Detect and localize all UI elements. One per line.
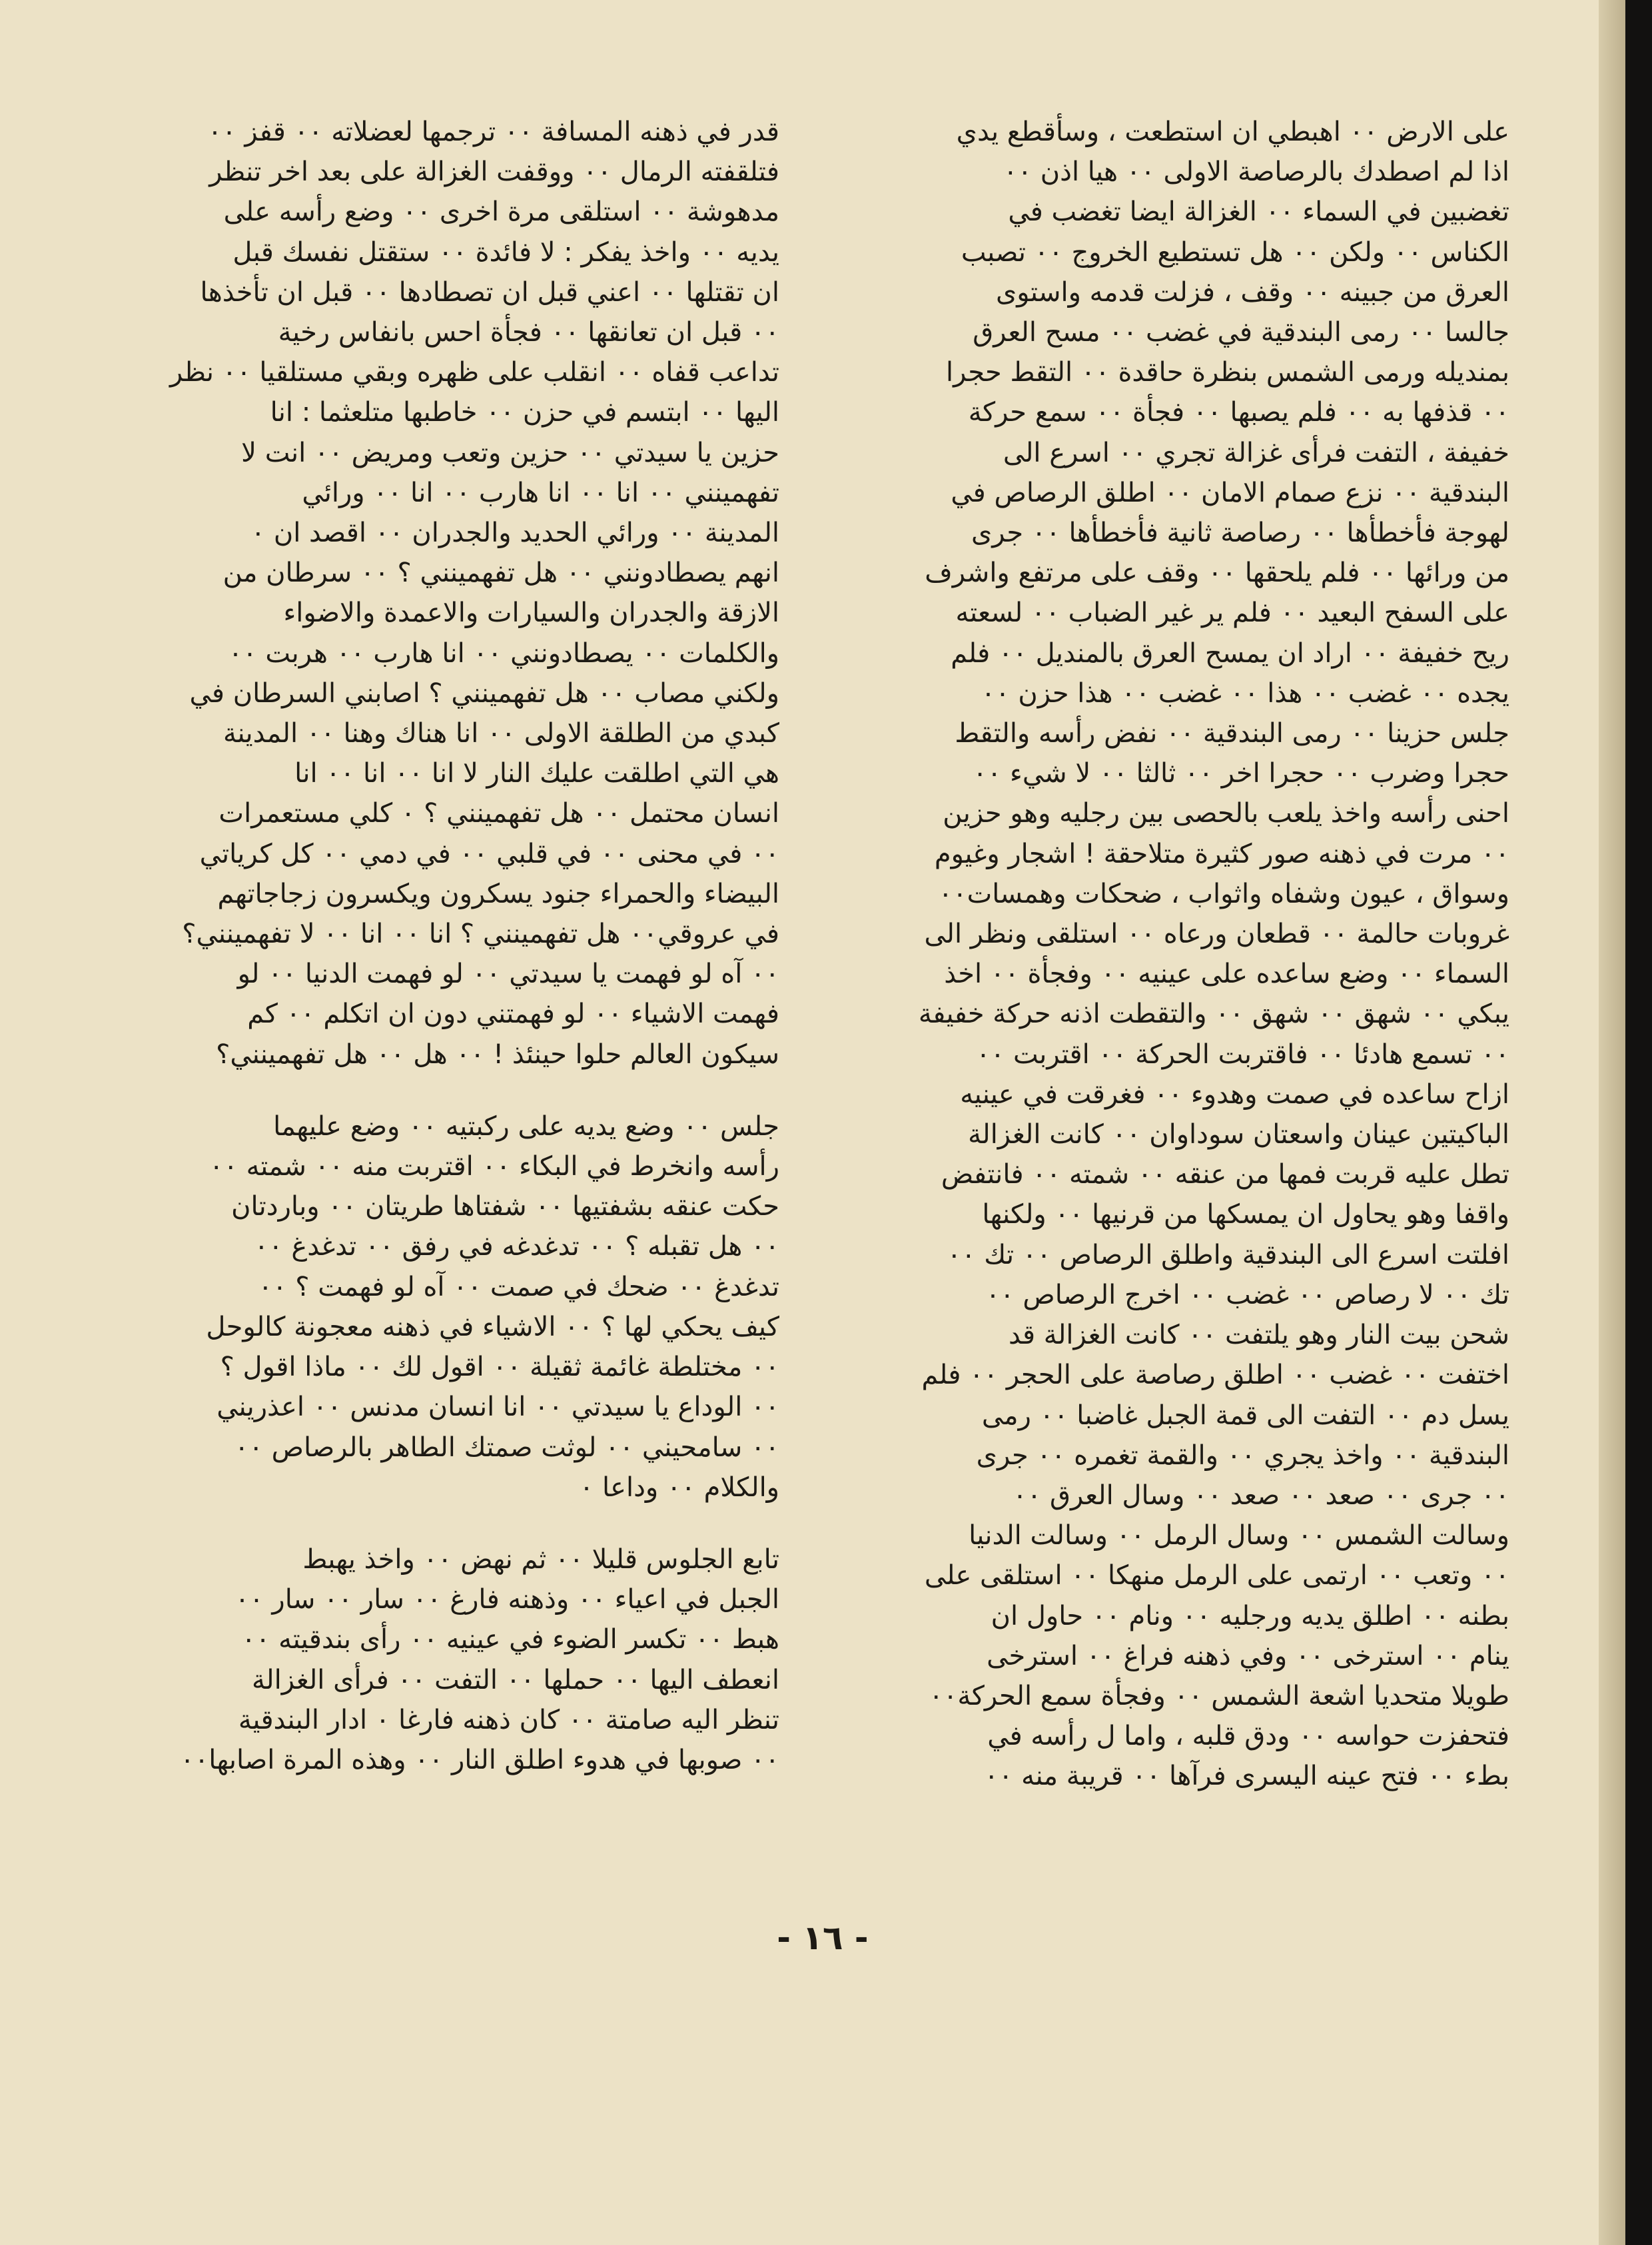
text-line: فتلقفته الرمال ٠٠ ووقفت الغزالة على بعد اخر تنظر — [209, 157, 779, 188]
text-line: الازقة والجدران والسيارات والاعمدة والاضواء — [283, 598, 779, 629]
text-line: على الارض ٠٠ اهبطي ان استطعت ، وسأقطع يدي — [956, 117, 1509, 147]
text-line: البيضاء والحمراء جنود يسكرون ويكسرون زجاجاتهم — [217, 878, 779, 909]
text-line: سيكون العالم حلوا حينئذ ! ٠٠ هل ٠٠ هل تفهمينني؟ — [216, 1039, 779, 1070]
text-line: تداعب قفاه ٠٠ انقلب على ظهره وبقي مستلقيا ٠٠ نظر — [170, 357, 779, 388]
text-line: انعطف اليها ٠٠ حملها ٠٠ التفت ٠٠ فرأى الغزالة — [251, 1664, 779, 1695]
text-line: على السفح البعيد ٠٠ فلم ير غير الضباب ٠٠ لسعته — [955, 598, 1509, 629]
text-line: لهوجة فأخطأها ٠٠ رصاصة ثانية فأخطأها ٠٠ جرى — [971, 518, 1509, 549]
text-line: حجرا وضرب ٠٠ حجرا اخر ٠٠ ثالثا ٠٠ لا شيء ٠٠ — [973, 758, 1509, 789]
text-line: هبط ٠٠ تكسر الضوء في عينيه ٠٠ رأى بندقيته ٠٠ — [241, 1624, 779, 1655]
text-line: الكناس ٠٠ ولكن ٠٠ هل تستطيع الخروج ٠٠ تصبب — [961, 236, 1509, 268]
paragraph-gap — [99, 1508, 779, 1540]
text-line: ٠٠ مرت في ذهنه صور كثيرة متلاحقة ! اشجار وغيوم — [934, 838, 1509, 869]
text-line: ٠٠ هل تقبله ؟ ٠٠ تدغدغه في رفق ٠٠ تدغدغ ٠٠ — [254, 1231, 779, 1262]
text-line: ٠٠ جرى ٠٠ صعد ٠٠ صعد ٠٠ وسال العرق ٠٠ — [1013, 1480, 1509, 1511]
text-line: يبكي ٠٠ شهق ٠٠ شهق ٠٠ والتقطت اذنه حركة خفيفة — [918, 999, 1509, 1030]
text-line: تنظر اليه صامتة ٠٠ كان ذهنه فارغا ٠ ادار البندقية — [238, 1704, 779, 1735]
text-line: ٠٠ آه لو فهمت يا سيدتي ٠٠ لو فهمت الدنيا ٠٠ لو — [237, 959, 779, 990]
page-number: - ١٦ - — [777, 1919, 869, 1957]
text-line: غروبات حالمة ٠٠ قطعان ورعاه ٠٠ استلقى ونظر الى — [924, 919, 1509, 950]
paragraph — [99, 1107, 779, 1508]
text-line: كيف يحكي لها ؟ ٠٠ الاشياء في ذهنه معجونة كالوحل — [206, 1311, 779, 1342]
text-line: الباكيتين عينان واسعتان سوداوان ٠٠ كانت الغزالة — [968, 1119, 1509, 1150]
text-line: تك ٠٠ لا رصاص ٠٠ غضب ٠٠ اخرج الرصاص ٠٠ — [985, 1279, 1509, 1310]
paragraph — [99, 1540, 779, 1780]
text-line: تدغدغ ٠٠ ضحك في صمت ٠٠ آه لو فهمت ؟ ٠٠ — [258, 1271, 779, 1302]
text-line: جلس حزينا ٠٠ رمى البندقية ٠٠ نفض رأسه والتقط — [955, 718, 1509, 749]
text-line: جالسا ٠٠ رمى البندقية في غضب ٠٠ مسح العرق — [973, 317, 1509, 348]
text-line: اليها ٠٠ ابتسم في حزن ٠٠ خاطبها متلعثما : انا — [270, 397, 779, 428]
text-line: تطل عليه قربت فمها من عنقه ٠٠ شمته ٠٠ فانتفض — [941, 1159, 1509, 1190]
text-line: والكلمات ٠٠ يصطادونني ٠٠ انا هارب ٠٠ هربت ٠٠ — [228, 638, 779, 669]
text-line: طويلا متحديا اشعة الشمس ٠٠ وفجأة سمع الحركة٠٠ — [929, 1680, 1509, 1711]
text-line: العرق من جبينه ٠٠ وقف ، فزلت قدمه واستوى — [995, 276, 1509, 308]
text-line: في عروقي٠٠ هل تفهمينني ؟ انا ٠٠ انا ٠٠ لا تفهمينني؟ — [182, 919, 779, 950]
text-line: ٠٠ صوبها في هدوء اطلق النار ٠٠ وهذه المرة اصابها٠٠ — [180, 1744, 779, 1775]
text-line: حكت عنقه بشفتيها ٠٠ شفتاها طريتان ٠٠ وباردتان — [231, 1191, 779, 1222]
scan-background-edge — [1625, 0, 1652, 2245]
text-line: ٠٠ الوداع يا سيدتي ٠٠ انا انسان مدنس ٠٠ اعذريني — [216, 1392, 779, 1423]
text-line: خفيفة ، التفت فرأى غزالة تجري ٠٠ اسرع الى — [1003, 437, 1509, 468]
text-line: ٠٠ سامحيني ٠٠ لوثت صمتك الطاهر بالرصاص ٠٠ — [234, 1432, 779, 1463]
text-line: ٠٠ في محنى ٠٠ في قلبي ٠٠ في دمي ٠٠ كل كرياتي — [199, 838, 779, 869]
text-line: فتحفزت حواسه ٠٠ ودق قلبه ، واما ل رأسه في — [987, 1721, 1509, 1752]
text-line: البندقية ٠٠ نزع صمام الامان ٠٠ اطلق الرصاص في — [951, 477, 1509, 508]
text-line: ٠٠ قبل ان تعانقها ٠٠ فجأة احس بانفاس رخية — [278, 317, 779, 348]
text-line: واقفا وهو يحاول ان يمسكها من قرنيها ٠٠ ولكنها — [982, 1199, 1509, 1230]
text-line: البندقية ٠٠ واخذ يجري ٠٠ والقمة تغمره ٠٠ جرى — [976, 1440, 1509, 1471]
text-line: المدينة ٠٠ ورائي الحديد والجدران ٠٠ اقصد ان ٠ — [250, 518, 779, 549]
text-line: ٠٠ وتعب ٠٠ ارتمى على الرمل منهكا ٠٠ استلقى على — [924, 1560, 1509, 1591]
text-line: احنى رأسه واخذ يلعب بالحصى بين رجليه وهو حزين — [943, 798, 1509, 829]
text-line: اذا لم اصطدك بالرصاصة الاولى ٠٠ هيا اذن ٠٠ — [1003, 157, 1509, 188]
text-line: تفهمينني ٠٠ انا ٠٠ انا هارب ٠٠ انا ٠٠ ورائي — [302, 477, 779, 508]
text-line: ٠٠ تسمع هادئا ٠٠ فاقتربت الحركة ٠٠ اقتربت ٠٠ — [976, 1039, 1509, 1070]
text-line: يجده ٠٠ غضب ٠٠ هذا ٠٠ غضب ٠٠ هذا حزن ٠٠ — [981, 677, 1509, 709]
text-line: انسان محتمل ٠٠ هل تفهمينني ؟ ٠ كلي مستعمرات — [218, 798, 779, 829]
text-line: والكلام ٠٠ وداعا ٠ — [579, 1472, 779, 1503]
text-line: انهم يصطادونني ٠٠ هل تفهمينني ؟ ٠٠ سرطان من — [222, 558, 779, 589]
text-line: الجبل في اعياء ٠٠ وذهنه فارغ ٠٠ سار ٠٠ سار ٠٠ — [234, 1584, 779, 1615]
text-line: يسل دم ٠٠ التفت الى قمة الجبل غاضبا ٠٠ رمى — [981, 1400, 1509, 1431]
text-line: كبدي من الطلقة الاولى ٠٠ انا هناك وهنا ٠٠ المدينة — [223, 718, 779, 749]
text-line: ٠٠ قذفها به ٠٠ فلم يصبها ٠٠ فجأة ٠٠ سمع حركة — [968, 397, 1509, 428]
paragraph — [99, 112, 779, 1075]
text-line: بطنه ٠٠ اطلق يديه ورجليه ٠٠ ونام ٠٠ حاول ان — [991, 1600, 1509, 1631]
page-gutter-shadow — [1599, 0, 1625, 2245]
text-line: وسالت الشمس ٠٠ وسال الرمل ٠٠ وسالت الدنيا — [969, 1520, 1509, 1552]
text-line: وسواق ، عيون وشفاه واثواب ، ضحكات وهمسات٠٠ — [938, 878, 1509, 909]
paragraph — [841, 112, 1509, 1797]
text-line: ولكني مصاب ٠٠ هل تفهمينني ؟ اصابني السرطان في — [189, 677, 779, 709]
text-line: مدهوشة ٠٠ استلقى مرة اخرى ٠٠ وضع رأسه على — [223, 197, 779, 228]
text-line: شحن بيت النار وهو يلتفت ٠٠ كانت الغزالة قد — [1008, 1320, 1509, 1351]
text-line: ٠٠ مختلطة غائمة ثقيلة ٠٠ اقول لك ٠٠ ماذا اقول ؟ — [220, 1352, 779, 1383]
text-line: ان تقتلها ٠٠ اعني قبل ان تصطادها ٠٠ قبل ان تأخذها — [200, 276, 779, 308]
text-line: جلس ٠٠ وضع يديه على ركبتيه ٠٠ وضع عليهما — [273, 1111, 779, 1142]
text-line: تغضبين في السماء ٠٠ الغزالة ايضا تغضب في — [1008, 197, 1509, 228]
text-line: ينام ٠٠ استرخى ٠٠ وفي ذهنه فراغ ٠٠ استرخى — [987, 1640, 1509, 1671]
text-line: ريح خفيفة ٠٠ اراد ان يمسح العرق بالمنديل ٠٠ فلم — [951, 638, 1509, 669]
text-line: يديه ٠٠ واخذ يفكر : لا فائدة ٠٠ ستقتل نفسك قبل — [232, 236, 779, 268]
text-line: هي التي اطلقت عليك النار لا انا ٠٠ انا ٠٠ انا — [294, 758, 779, 789]
text-line: رأسه وانخرط في البكاء ٠٠ اقتربت منه ٠٠ شمته ٠٠ — [209, 1151, 779, 1182]
text-line: فهمت الاشياء ٠٠ لو فهمتني دون ان اتكلم ٠٠ كم — [247, 999, 779, 1030]
text-line: افلتت اسرع الى البندقية واطلق الرصاص ٠٠ تك ٠٠ — [947, 1239, 1509, 1270]
text-line: بمنديله ورمى الشمس بنظرة حاقدة ٠٠ التقط حجرا — [946, 357, 1509, 388]
text-line: ازاح ساعده في صمت وهدوء ٠٠ فغرقت في عينيه — [960, 1079, 1509, 1110]
text-line: بطء ٠٠ فتح عينه اليسرى فرآها ٠٠ قريبة منه ٠٠ — [984, 1761, 1509, 1792]
text-line: اختفت ٠٠ غضب ٠٠ اطلق رصاصة على الحجر ٠٠ فلم — [921, 1360, 1509, 1391]
left-text-column — [99, 112, 779, 1780]
text-line: تابع الجلوس قليلا ٠٠ ثم نهض ٠٠ واخذ يهبط — [302, 1544, 779, 1575]
text-line: قدر في ذهنه المسافة ٠٠ ترجمها لعضلاته ٠٠ قفز ٠٠ — [207, 117, 779, 147]
text-line: حزين يا سيدتي ٠٠ حزين وتعب ومريض ٠٠ انت لا — [241, 437, 779, 468]
text-line: من ورائها ٠٠ فلم يلحقها ٠٠ وقف على مرتفع واشرف — [925, 558, 1509, 589]
right-text-column — [841, 112, 1509, 1797]
paragraph-gap — [99, 1075, 779, 1107]
text-line: السماء ٠٠ وضع ساعده على عينيه ٠٠ وفجأة ٠٠ اخذ — [944, 959, 1509, 990]
